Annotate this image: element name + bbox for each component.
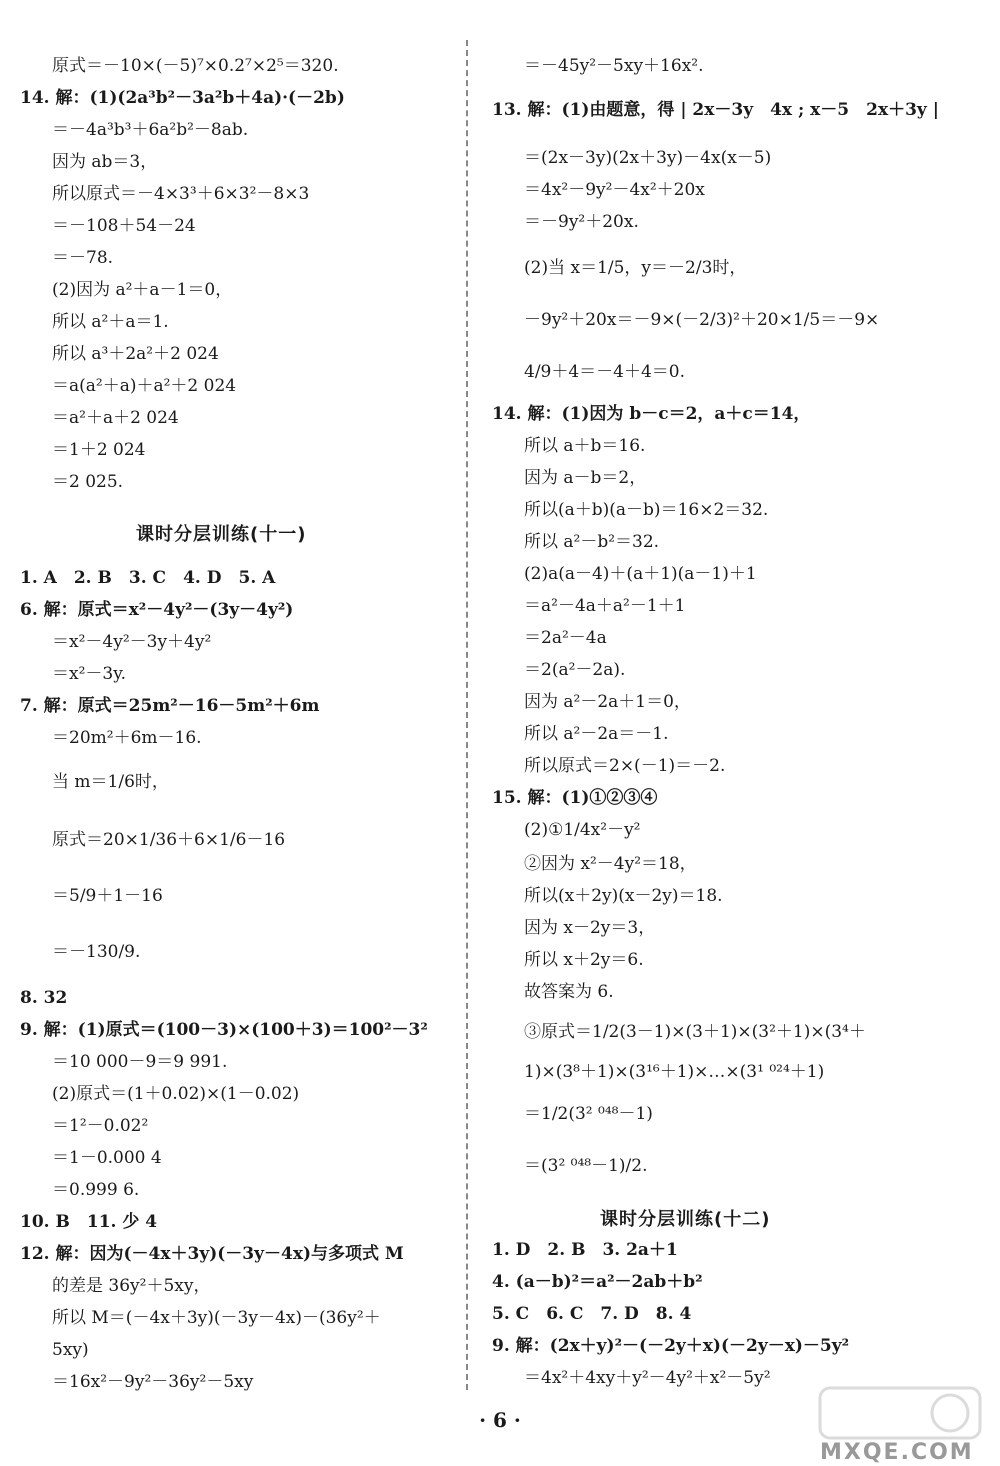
- page-number: · 6 ·: [479, 1408, 521, 1432]
- right-line: 9. 解：(2x＋y)²－(－2y＋x)(－2y－x)－5y²: [492, 1336, 850, 1356]
- left-line: ＝1－0.000 4: [52, 1148, 162, 1168]
- right-line: ③原式＝1/2(3－1)×(3＋1)×(3²＋1)×(3⁴＋: [524, 1022, 866, 1042]
- left-line: ＝－108＋54－24: [52, 216, 196, 236]
- left-line: ＝0.999 6.: [52, 1180, 140, 1200]
- right-line: 14. 解：(1)因为 b－c＝2，a＋c＝14，: [492, 404, 811, 424]
- left-line: 1. A 2. B 3. C 4. D 5. A: [20, 568, 276, 588]
- left-line: ＝1＋2 024: [52, 440, 146, 460]
- left-line: 原式＝－10×(－5)⁷×0.2⁷×2⁵＝320.: [52, 56, 339, 76]
- right-line: 所以 a²－b²＝32.: [524, 532, 660, 552]
- watermark-text: MXQE.COM: [820, 1440, 974, 1465]
- right-line: 13. 解：(1)由题意，得 | 2x－3y 4x ; x－5 2x＋3y |: [492, 100, 939, 120]
- right-line: ＝2(a²－2a).: [524, 660, 626, 680]
- left-line: ＝2 025.: [52, 472, 124, 492]
- right-line: 所以 x＋2y＝6.: [524, 950, 644, 970]
- left-line: 所以 M＝(－4x＋3y)(－3y－4x)－(36y²＋: [52, 1308, 381, 1328]
- right-line: 故答案为 6.: [524, 982, 614, 1002]
- left-line: 因为 ab＝3，: [52, 152, 158, 172]
- right-line: 因为 a－b＝2，: [524, 468, 647, 488]
- left-line: ＝10 000－9＝9 991.: [52, 1052, 228, 1072]
- right-line: ②因为 x²－4y²＝18，: [524, 854, 697, 874]
- right-line: －9y²＋20x＝－9×(－2/3)²＋20×1/5＝－9×: [524, 310, 880, 330]
- left-line: 14. 解：(1)(2a³b²－3a²b＋4a)·(－2b): [20, 88, 345, 108]
- right-line: 15. 解：(1)①②③④: [492, 788, 658, 808]
- left-line: 12. 解：因为(－4x＋3y)(－3y－4x)与多项式 M: [20, 1244, 404, 1264]
- left-line: ＝20m²＋6m－16.: [52, 728, 202, 748]
- left-line: 原式＝20×1/36＋6×1/6－16: [52, 830, 286, 850]
- right-line: 所以 a²－2a＝－1.: [524, 724, 669, 744]
- right-line: ＝－9y²＋20x.: [524, 212, 639, 232]
- right-line: 所以原式＝2×(－1)＝－2.: [524, 756, 726, 776]
- left-line: 所以 a²＋a＝1.: [52, 312, 169, 332]
- left-line: ＝－78.: [52, 248, 114, 268]
- left-line: 10. B 11. 少 4: [20, 1212, 158, 1232]
- left-line: ＝x²－3y.: [52, 664, 126, 684]
- left-line: ＝－4a³b³＋6a²b²－8ab.: [52, 120, 249, 140]
- left-line: ＝16x²－9y²－36y²－5xy: [52, 1372, 254, 1392]
- right-line: ＝a²－4a＋a²－1＋1: [524, 596, 686, 616]
- left-line: 所以原式＝－4×3³＋6×3²－8×3: [52, 184, 310, 204]
- left-line: (2)因为 a²＋a－1＝0，: [52, 280, 233, 300]
- right-line: 1)×(3⁸＋1)×(3¹⁶＋1)×…×(3¹ ⁰²⁴＋1): [524, 1062, 825, 1082]
- right-line: ＝(2x－3y)(2x＋3y)－4x(x－5): [524, 148, 772, 168]
- right-line: ＝－45y²－5xy＋16x².: [524, 56, 704, 76]
- right-line: ＝4x²＋4xy＋y²－4y²＋x²－5y²: [524, 1368, 771, 1388]
- column-divider: [466, 40, 468, 1390]
- left-line: ＝5/9＋1－16: [52, 886, 163, 906]
- right-line: 因为 a²－2a＋1＝0，: [524, 692, 691, 712]
- left-line: 的差是 36y²＋5xy，: [52, 1276, 211, 1296]
- left-line: ＝a(a²＋a)＋a²＋2 024: [52, 376, 237, 396]
- right-line: (2)当 x＝1/5，y＝－2/3时，: [524, 258, 747, 278]
- left-line: (2)原式＝(1＋0.02)×(1－0.02): [52, 1084, 300, 1104]
- section-title-11: 课时分层训练(十一): [136, 524, 307, 545]
- right-line: 5. C 6. C 7. D 8. 4: [492, 1304, 692, 1324]
- right-line: 4. (a－b)²＝a²－2ab＋b²: [492, 1272, 703, 1292]
- left-line: 当 m＝1/6时，: [52, 772, 169, 792]
- right-line: 4/9＋4＝－4＋4＝0.: [524, 362, 686, 382]
- right-line: ＝4x²－9y²－4x²＋20x: [524, 180, 705, 200]
- left-line: ＝1²－0.02²: [52, 1116, 149, 1136]
- left-line: 7. 解：原式＝25m²－16－5m²＋6m: [20, 696, 320, 716]
- left-line: ＝－130/9.: [52, 942, 141, 962]
- right-line: (2)①1/4x²－y²: [524, 820, 641, 840]
- left-line: 所以 a³＋2a²＋2 024: [52, 344, 219, 364]
- left-line: 8. 32: [20, 988, 68, 1008]
- section-title-12: 课时分层训练(十二): [600, 1209, 771, 1230]
- left-line: ＝a²＋a＋2 024: [52, 408, 179, 428]
- right-line: (2)a(a－4)＋(a＋1)(a－1)＋1: [524, 564, 757, 584]
- left-line: ＝x²－4y²－3y＋4y²: [52, 632, 212, 652]
- right-line: 因为 x－2y＝3，: [524, 918, 656, 938]
- left-line: 9. 解：(1)原式＝(100－3)×(100＋3)＝100²－3²: [20, 1020, 428, 1040]
- right-line: ＝1/2(3² ⁰⁴⁸－1): [524, 1104, 653, 1124]
- right-line: 1. D 2. B 3. 2a＋1: [492, 1240, 678, 1260]
- left-line: 5xy): [52, 1340, 89, 1360]
- right-line: 所以(a＋b)(a－b)＝16×2＝32.: [524, 500, 769, 520]
- left-line: 6. 解：原式＝x²－4y²－(3y－4y²): [20, 600, 294, 620]
- right-line: 所以 a＋b＝16.: [524, 436, 646, 456]
- right-line: ＝(3² ⁰⁴⁸－1)/2.: [524, 1156, 648, 1176]
- right-line: 所以(x＋2y)(x－2y)＝18.: [524, 886, 723, 906]
- right-line: ＝2a²－4a: [524, 628, 607, 648]
